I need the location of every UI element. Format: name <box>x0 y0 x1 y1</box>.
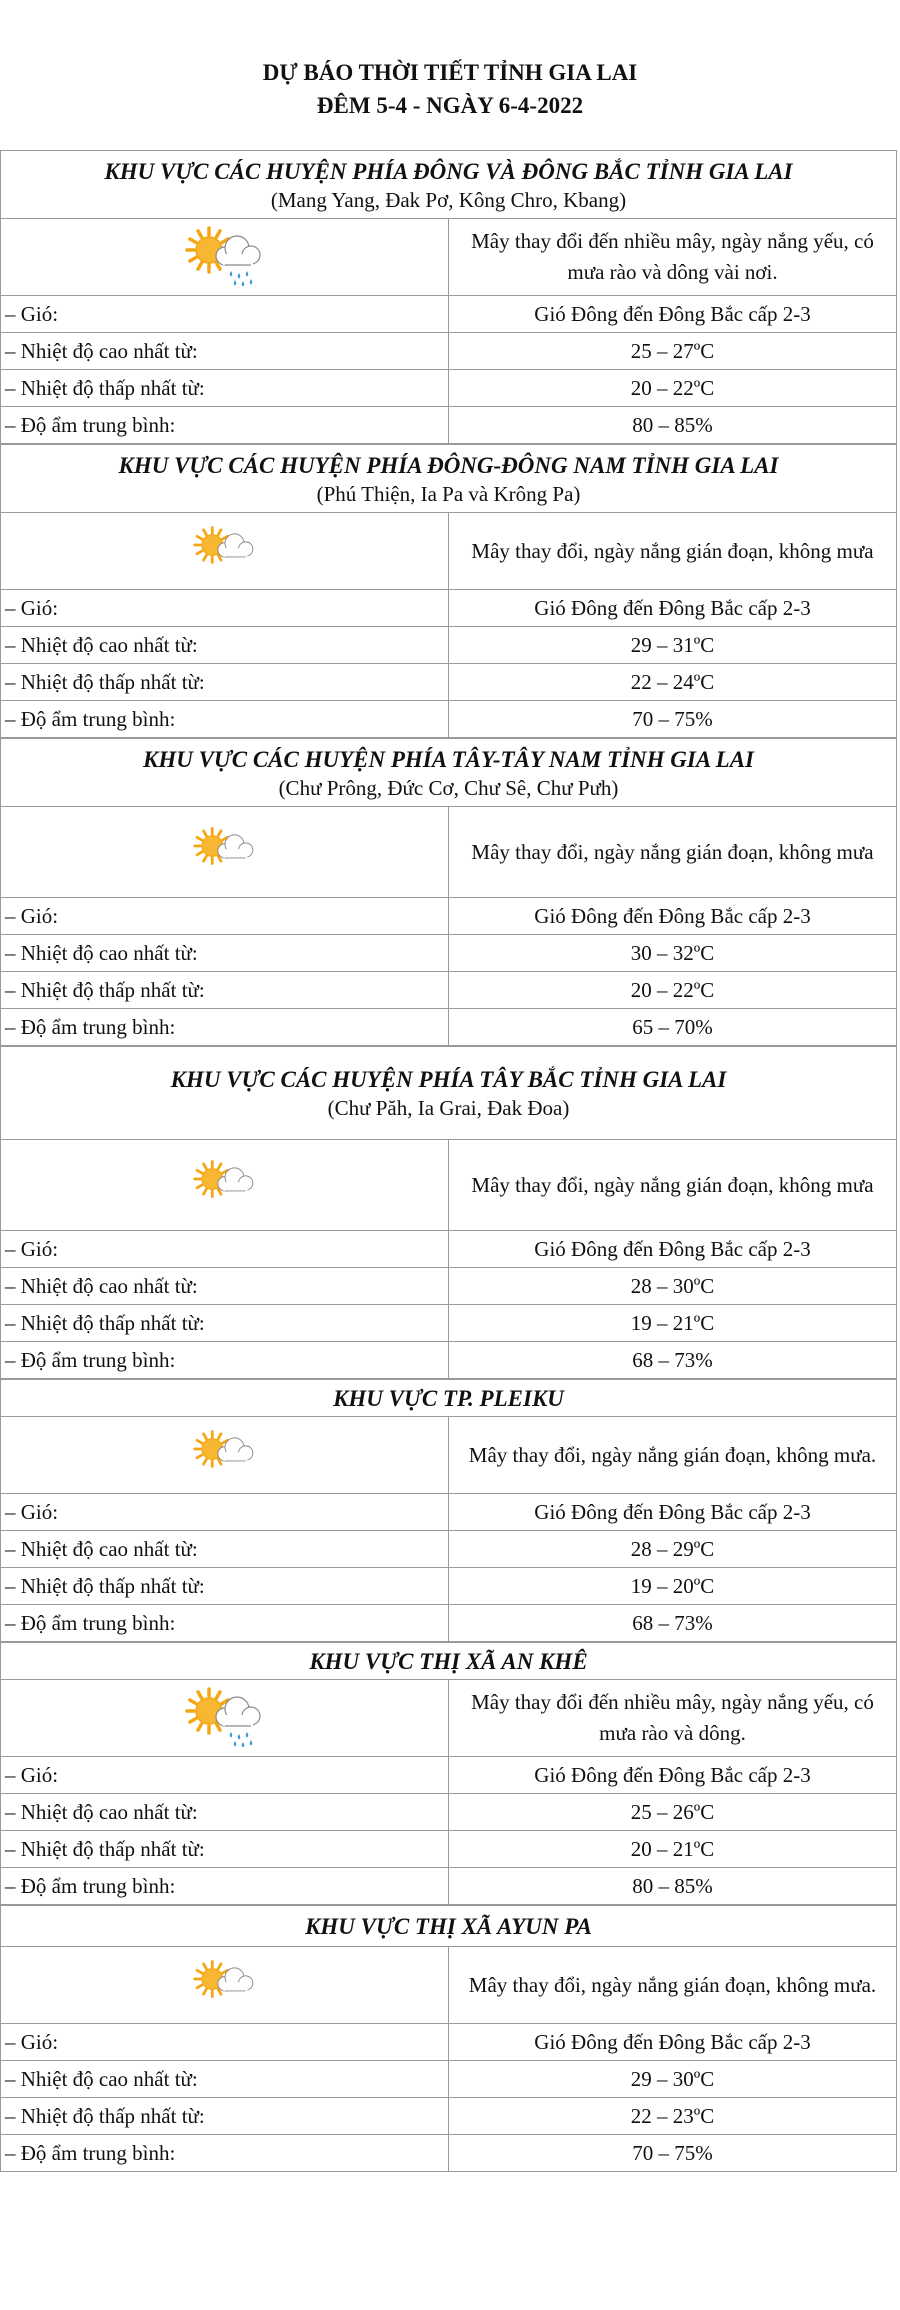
region-block <box>0 1046 897 1379</box>
region-block <box>0 1642 897 1905</box>
max-temp-row <box>1 935 897 972</box>
wind-label: – Gió: <box>1 1494 449 1531</box>
weather-icon-cell <box>1 1417 449 1494</box>
humidity-row <box>1 1605 897 1642</box>
region-districts: (Mang Yang, Đak Pơ, Kông Chro, Kbang) <box>270 187 627 212</box>
min-temp-label: – Nhiệt độ thấp nhất từ: <box>1 664 449 701</box>
region-name: KHU VỰC CÁC HUYỆN PHÍA TÂY BẮC TỈNH GIA LAI <box>170 1067 727 1092</box>
max-temp-label: – Nhiệt độ cao nhất từ: <box>1 627 449 664</box>
min-temp-value: 20 – 22ºC <box>449 972 897 1009</box>
sun-cloud-icon <box>190 1157 260 1214</box>
sun-cloud-icon <box>190 523 260 580</box>
weather-icon-cell <box>1 513 449 590</box>
wind-label: – Gió: <box>1 1757 449 1794</box>
min-temp-label: – Nhiệt độ thấp nhất từ: <box>1 370 449 407</box>
wind-label: – Gió: <box>1 1231 449 1268</box>
max-temp-value: 25 – 27ºC <box>449 333 897 370</box>
wind-value: Gió Đông đến Đông Bắc cấp 2-3 <box>449 296 897 333</box>
humidity-label: – Độ ẩm trung bình: <box>1 1868 449 1905</box>
max-temp-row <box>1 333 897 370</box>
humidity-value: 68 – 73% <box>449 1342 897 1379</box>
weather-description: Mây thay đổi, ngày nắng gián đoạn, không mưa <box>449 1140 897 1231</box>
region-name: KHU VỰC THỊ XÃ AYUN PA <box>305 1913 592 1939</box>
wind-label: – Gió: <box>1 2024 449 2061</box>
min-temp-label: – Nhiệt độ thấp nhất từ: <box>1 1831 449 1868</box>
max-temp-value: 28 – 30ºC <box>449 1268 897 1305</box>
region-name: KHU VỰC CÁC HUYỆN PHÍA TÂY-TÂY NAM TỈNH GIA LAI <box>142 746 755 772</box>
humidity-label: – Độ ẩm trung bình: <box>1 407 449 444</box>
max-temp-label: – Nhiệt độ cao nhất từ: <box>1 333 449 370</box>
min-temp-row <box>1 972 897 1009</box>
min-temp-value: 20 – 21ºC <box>449 1831 897 1868</box>
min-temp-value: 20 – 22ºC <box>449 370 897 407</box>
humidity-label: – Độ ẩm trung bình: <box>1 1009 449 1046</box>
min-temp-row <box>1 1568 897 1605</box>
region-districts: (Chư Prông, Đức Cơ, Chư Sê, Chư Pưh) <box>278 775 619 800</box>
wind-value: Gió Đông đến Đông Bắc cấp 2-3 <box>449 590 897 627</box>
humidity-label: – Độ ẩm trung bình: <box>1 1605 449 1642</box>
weather-description: Mây thay đổi, ngày nắng gián đoạn, không mưa <box>449 807 897 898</box>
region-block <box>0 444 897 738</box>
region-block <box>0 738 897 1046</box>
max-temp-row <box>1 627 897 664</box>
weather-icon-cell <box>1 1947 449 2024</box>
weather-description: Mây thay đổi, ngày nắng gián đoạn, không mưa. <box>449 1947 897 2024</box>
min-temp-label: – Nhiệt độ thấp nhất từ: <box>1 1568 449 1605</box>
min-temp-row <box>1 664 897 701</box>
max-temp-value: 30 – 32ºC <box>449 935 897 972</box>
humidity-value: 80 – 85% <box>449 407 897 444</box>
min-temp-label: – Nhiệt độ thấp nhất từ: <box>1 1305 449 1342</box>
min-temp-label: – Nhiệt độ thấp nhất từ: <box>1 2098 449 2135</box>
forecast-table <box>0 150 897 2172</box>
wind-row <box>1 898 897 935</box>
region-block <box>0 1379 897 1642</box>
humidity-row <box>1 701 897 738</box>
min-temp-value: 22 – 24ºC <box>449 664 897 701</box>
humidity-row <box>1 1342 897 1379</box>
max-temp-row <box>1 1531 897 1568</box>
weather-icon-cell <box>1 1140 449 1231</box>
region-header <box>1 1906 897 1947</box>
min-temp-value: 19 – 20ºC <box>449 1568 897 1605</box>
humidity-label: – Độ ẩm trung bình: <box>1 701 449 738</box>
max-temp-label: – Nhiệt độ cao nhất từ: <box>1 1268 449 1305</box>
min-temp-label: – Nhiệt độ thấp nhất từ: <box>1 972 449 1009</box>
wind-row <box>1 1494 897 1531</box>
weather-description: Mây thay đổi, ngày nắng gián đoạn, không mưa <box>449 513 897 590</box>
min-temp-value: 22 – 23ºC <box>449 2098 897 2135</box>
wind-row <box>1 1231 897 1268</box>
max-temp-label: – Nhiệt độ cao nhất từ: <box>1 1531 449 1568</box>
humidity-row <box>1 407 897 444</box>
min-temp-row <box>1 2098 897 2135</box>
wind-label: – Gió: <box>1 898 449 935</box>
wind-label: – Gió: <box>1 590 449 627</box>
weather-description: Mây thay đổi, ngày nắng gián đoạn, không mưa. <box>449 1417 897 1494</box>
page-subtitle: ĐÊM 5-4 - NGÀY 6-4-2022 <box>316 93 584 118</box>
max-temp-label: – Nhiệt độ cao nhất từ: <box>1 1794 449 1831</box>
region-header <box>1 1643 897 1680</box>
region-block <box>0 1905 897 2172</box>
wind-row <box>1 296 897 333</box>
region-header <box>1 1380 897 1417</box>
weather-icon-cell <box>1 1680 449 1757</box>
max-temp-value: 29 – 30ºC <box>449 2061 897 2098</box>
humidity-value: 68 – 73% <box>449 1605 897 1642</box>
humidity-value: 70 – 75% <box>449 701 897 738</box>
wind-value: Gió Đông đến Đông Bắc cấp 2-3 <box>449 1757 897 1794</box>
wind-value: Gió Đông đến Đông Bắc cấp 2-3 <box>449 2024 897 2061</box>
humidity-row <box>1 1868 897 1905</box>
weather-icon-cell <box>1 807 449 898</box>
weather-description: Mây thay đổi đến nhiều mây, ngày nắng yếu, có mưa rào và dông vài nơi. <box>449 219 897 296</box>
region-districts: (Phú Thiện, Ia Pa và Krông Pa) <box>316 481 581 506</box>
max-temp-label: – Nhiệt độ cao nhất từ: <box>1 2061 449 2098</box>
region-header <box>1 1047 897 1140</box>
sun-cloud-icon <box>190 1427 260 1484</box>
humidity-label: – Độ ẩm trung bình: <box>1 2135 449 2172</box>
min-temp-row <box>1 1831 897 1868</box>
region-name: KHU VỰC CÁC HUYỆN PHÍA ĐÔNG VÀ ĐÔNG BẮC TỈNH GIA LAI <box>104 158 793 184</box>
humidity-value: 80 – 85% <box>449 1868 897 1905</box>
weather-description: Mây thay đổi đến nhiều mây, ngày nắng yếu, có mưa rào và dông. <box>449 1680 897 1757</box>
region-districts: (Chư Păh, Ia Grai, Đak Đoa) <box>327 1096 570 1120</box>
wind-row <box>1 590 897 627</box>
weather-icon-cell <box>1 219 449 296</box>
sun-cloud-rain-icon <box>181 224 269 291</box>
max-temp-row <box>1 2061 897 2098</box>
max-temp-label: – Nhiệt độ cao nhất từ: <box>1 935 449 972</box>
humidity-value: 70 – 75% <box>449 2135 897 2172</box>
region-header <box>1 739 897 807</box>
max-temp-value: 28 – 29ºC <box>449 1531 897 1568</box>
min-temp-row <box>1 1305 897 1342</box>
wind-value: Gió Đông đến Đông Bắc cấp 2-3 <box>449 1231 897 1268</box>
region-header <box>1 445 897 513</box>
region-header <box>1 151 897 219</box>
humidity-label: – Độ ẩm trung bình: <box>1 1342 449 1379</box>
max-temp-value: 29 – 31ºC <box>449 627 897 664</box>
min-temp-row <box>1 370 897 407</box>
humidity-value: 65 – 70% <box>449 1009 897 1046</box>
page-title: DỰ BÁO THỜI TIẾT TỈNH GIA LAI <box>262 60 638 85</box>
min-temp-value: 19 – 21ºC <box>449 1305 897 1342</box>
humidity-row <box>1 1009 897 1046</box>
wind-row <box>1 2024 897 2061</box>
region-name: KHU VỰC CÁC HUYỆN PHÍA ĐÔNG-ĐÔNG NAM TỈNH GIA LAI <box>118 452 779 478</box>
region-block <box>0 150 897 444</box>
wind-row <box>1 1757 897 1794</box>
wind-label: – Gió: <box>1 296 449 333</box>
wind-value: Gió Đông đến Đông Bắc cấp 2-3 <box>449 1494 897 1531</box>
region-name: KHU VỰC TP. PLEIKU <box>333 1385 564 1411</box>
sun-cloud-rain-icon <box>181 1685 269 1752</box>
sun-cloud-icon <box>190 1957 260 2014</box>
max-temp-row <box>1 1268 897 1305</box>
max-temp-value: 25 – 26ºC <box>449 1794 897 1831</box>
sun-cloud-icon <box>190 824 260 881</box>
humidity-row <box>1 2135 897 2172</box>
wind-value: Gió Đông đến Đông Bắc cấp 2-3 <box>449 898 897 935</box>
region-name: KHU VỰC THỊ XÃ AN KHÊ <box>309 1648 588 1674</box>
max-temp-row <box>1 1794 897 1831</box>
